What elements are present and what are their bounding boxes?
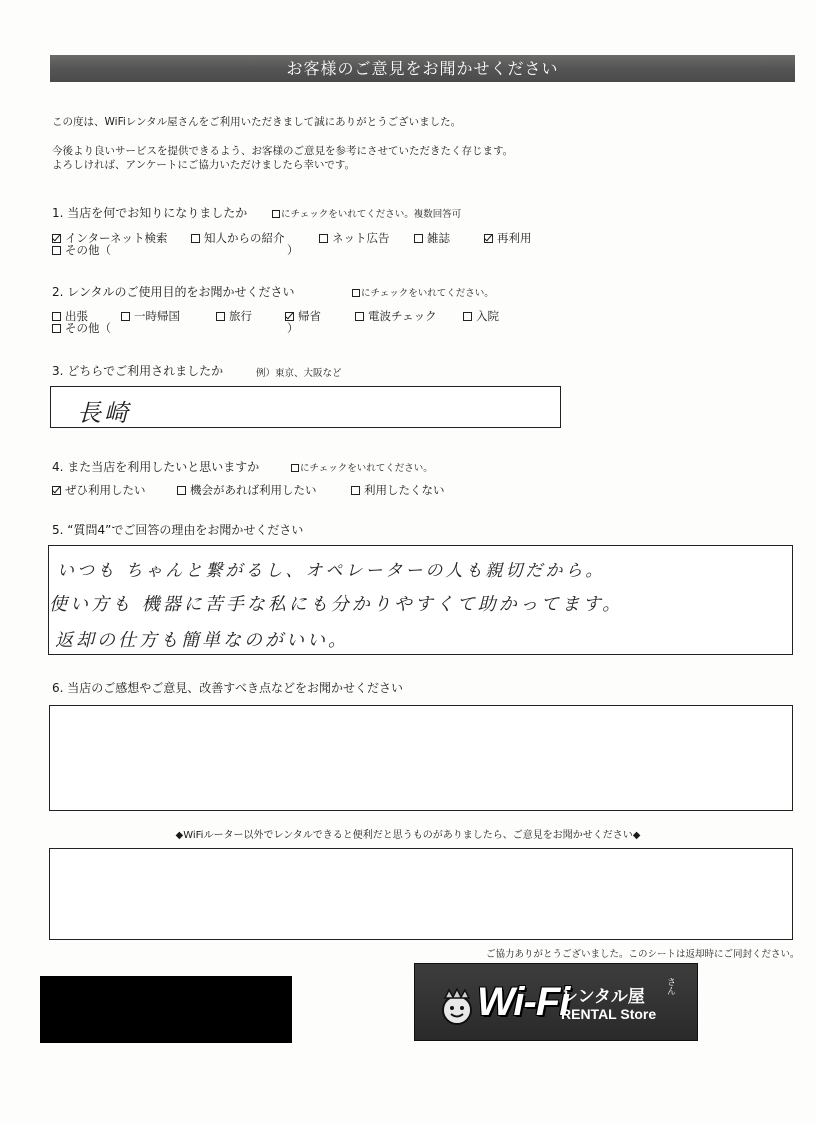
option-label: 再利用: [497, 231, 532, 245]
mascot-icon: [437, 986, 477, 1026]
intro-line-1: この度は、WiFiレンタル屋さんをご利用いただきまして誠にありがとうございました。: [52, 116, 462, 128]
option-label: 一時帰国: [134, 309, 180, 323]
q5-answer-box[interactable]: [48, 545, 793, 655]
checkbox[interactable]: [216, 312, 225, 321]
q1-option-magazine[interactable]: [414, 230, 450, 246]
option-label: 出張: [65, 309, 88, 323]
q5-answer-line-2: 使い方も 機器に苦手な私にも分かりやすくて助かってます。: [49, 594, 624, 615]
checkbox[interactable]: [355, 312, 364, 321]
checkbox[interactable]: [463, 312, 472, 321]
note-checkbox-icon: [291, 464, 299, 472]
logo-jp-small-text: さん: [665, 977, 675, 995]
checkbox[interactable]: [191, 234, 200, 243]
option-label: ぜひ利用したい: [65, 483, 146, 497]
checkbox[interactable]: [484, 234, 493, 243]
q3-note: 例）東京、大阪など: [256, 368, 342, 379]
q2-note: [352, 285, 494, 299]
checkbox[interactable]: [52, 324, 61, 333]
checkbox[interactable]: [351, 486, 360, 495]
q2-option-hospital[interactable]: [463, 308, 499, 324]
page-title: お客様のご意見をお聞かせください: [50, 55, 795, 82]
checkbox[interactable]: [319, 234, 328, 243]
intro-line-3: よろしければ、アンケートにご協力いただけましたら幸いです。: [52, 159, 356, 171]
q3-answer-text: 長崎: [77, 399, 131, 427]
q4-option-no[interactable]: [351, 482, 445, 498]
q4-note: [291, 460, 433, 474]
q1-option-referral[interactable]: [191, 230, 285, 246]
option-label: 電波チェック: [368, 309, 437, 323]
option-label: 利用したくない: [364, 483, 445, 497]
brand-logo: [414, 963, 698, 1041]
note-checkbox-icon: [272, 210, 280, 218]
checkbox[interactable]: [177, 486, 186, 495]
q5-answer-line-3: 返却の仕方も簡単なのがいい。: [55, 630, 349, 651]
logo-wifi-text: Wi-Fi: [477, 980, 570, 1024]
option-label: その他（: [65, 321, 111, 335]
q2-option-travel[interactable]: [216, 308, 252, 324]
q5-answer-line-1: いつも ちゃんと繋がるし、オペレーターの人も親切だから。: [57, 561, 606, 581]
q2-other-close: ）: [287, 321, 299, 335]
option-label: 雑誌: [427, 231, 450, 245]
q1-option-other[interactable]: [52, 242, 111, 258]
q2-note-text: にチェックをいれてください。: [361, 288, 494, 299]
q1-option-reuse[interactable]: [484, 230, 532, 246]
q2-title: 2. レンタルのご使用目的をお聞かせください: [52, 285, 295, 299]
logo-jp-text: レンタル屋: [561, 987, 645, 1007]
q1-note: [272, 206, 461, 220]
q1-note-text: にチェックをいれてください。複数回答可: [281, 209, 462, 220]
option-label: その他（: [65, 243, 111, 257]
q1-title: 1. 当店を何でお知りになりましたか: [52, 206, 248, 220]
checkbox[interactable]: [414, 234, 423, 243]
intro-line-2: 今後より良いサービスを提供できるよう、お客様のご意見を参考にさせていただきたく存じます。: [52, 145, 514, 157]
option-label: 知人からの紹介: [204, 231, 285, 245]
checkbox[interactable]: [121, 312, 130, 321]
option-label: インターネット検索: [65, 231, 168, 245]
q1-option-net-ad[interactable]: [319, 230, 390, 246]
option-label: ネット広告: [332, 231, 390, 245]
option-label: 帰省: [298, 309, 321, 323]
note-checkbox-icon: [352, 289, 360, 297]
footer-note: ご協力ありがとうございました。このシートは返却時にご同封ください。: [486, 949, 800, 960]
q6-title: 6. 当店のご感想やご意見、改善すべき点などをお聞かせください: [52, 681, 404, 695]
q4-note-text: にチェックをいれてください。: [300, 463, 433, 474]
q2-option-signal-check[interactable]: [355, 308, 437, 324]
q2-option-other[interactable]: [52, 320, 111, 336]
q6-answer-box[interactable]: [49, 705, 793, 811]
extra-answer-box[interactable]: [49, 848, 793, 940]
option-label: 入院: [476, 309, 499, 323]
q3-answer-box[interactable]: [50, 386, 561, 428]
q5-title: 5. “質問4”でご回答の理由をお聞かせください: [52, 523, 304, 537]
redacted-area: [40, 976, 292, 1043]
checkbox[interactable]: [52, 486, 61, 495]
q4-title: 4. また当店を利用したいと思いますか: [52, 460, 260, 474]
extra-question-title: ◆WiFiルーター以外でレンタルできると便利だと思うものがありましたら、ご意見をお聞かせください◆: [175, 830, 641, 841]
checkbox[interactable]: [52, 246, 61, 255]
q4-option-if-chance[interactable]: [177, 482, 317, 498]
q4-option-definitely[interactable]: [52, 482, 146, 498]
q2-option-temporary-return[interactable]: [121, 308, 180, 324]
q3-title: 3. どちらでご利用されましたか: [52, 364, 224, 378]
q1-other-close: ）: [287, 243, 299, 257]
option-label: 旅行: [229, 309, 252, 323]
logo-en-text: RENTAL Store: [561, 1006, 657, 1022]
option-label: 機会があれば利用したい: [190, 483, 317, 497]
